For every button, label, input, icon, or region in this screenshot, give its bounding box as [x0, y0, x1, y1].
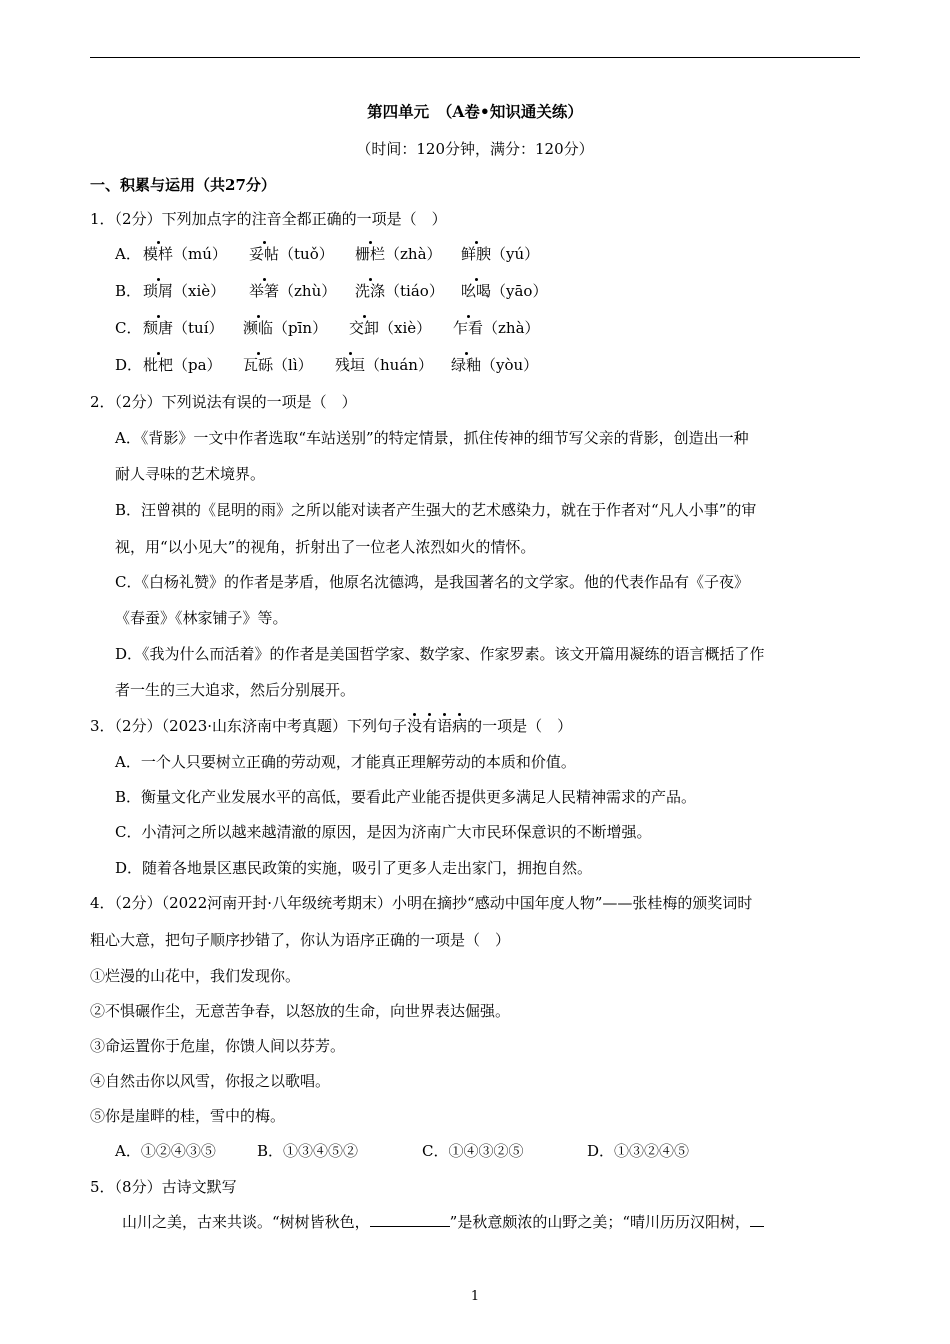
q2-option-d: D．《我为什么而活着》的作者是美国哲学家、数学家、作家罗素。该文开篇用凝练的语言概括了作 — [115, 645, 765, 663]
dotted-char: 举箸 — [249, 282, 280, 300]
q3-option-c: C．小清河之所以越来越清澈的原因，是因为济南广大市民环保意识的不断增强。 — [115, 823, 652, 841]
dotted-char: 瓦砾 — [243, 356, 274, 374]
q5-passage: 山川之美，古来共谈。“树树皆秋色， ”是秋意颇浓的山野之美；“晴川历历汉阳树， — [122, 1212, 764, 1232]
q4-option-c: C．①④③②⑤ — [422, 1142, 524, 1160]
q3-option-d: D．随着各地景区惠民政策的实施，吸引了更多人走出家门，拥抱自然。 — [115, 859, 593, 877]
q4-sentence-3: ③命运置你于危崖，你馈人间以芬芳。 — [90, 1037, 346, 1055]
q2-option-b: B．汪曾祺的《昆明的雨》之所以能对读者产生强大的艺术感染力，就在于作者对“凡人小事”的审 — [115, 501, 757, 519]
q2-option-b-cont: 视，用“以小见大”的视角，折射出了一位老人浓烈如火的情怀。 — [115, 538, 536, 556]
dotted-char: 颓唐 — [143, 319, 174, 337]
dotted-char: 交卸 — [349, 319, 380, 337]
dotted-char: 病 — [452, 717, 468, 735]
page-title: 第四单元 （A卷•知识通关练） — [367, 102, 583, 121]
dotted-char: 绿釉 — [451, 356, 482, 374]
q4-sentence-2: ②不惧碾作尘，无意苦争春，以怒放的生命，向世界表达倔强。 — [90, 1002, 511, 1020]
dotted-char: 洗涤 — [355, 282, 386, 300]
dotted-char: 没 — [407, 717, 423, 735]
q1-option-c: C． 颓唐（tuí） 濒临（pīn） 交卸（xiè） 乍看（zhà） — [115, 319, 540, 337]
q3-option-b: B．衡量文化产业发展水平的高低，要看此产业能否提供更多满足人民精神需求的产品。 — [115, 788, 697, 806]
q4-sentence-5: ⑤你是崖畔的桂，雪中的梅。 — [90, 1107, 286, 1125]
dotted-char: 濒临 — [243, 319, 274, 337]
q4-option-b: B．①③④⑤② — [257, 1142, 359, 1160]
question-4-stem-cont: 粗心大意，把句子顺序抄错了，你认为语序正确的一项是（ ） — [90, 931, 511, 949]
dotted-char: 模样 — [143, 245, 174, 263]
dotted-char: 鲜腴 — [461, 245, 492, 263]
question-3-stem: 3．（2分）（2023·山东济南中考真题）下列句子没有语病的一项是（ ） — [90, 717, 573, 735]
dotted-char: 语 — [437, 717, 453, 735]
q4-sentence-1: ①烂漫的山花中，我们发现你。 — [90, 967, 301, 985]
q4-option-a: A．①②④③⑤ — [115, 1142, 216, 1160]
question-2-stem: 2．（2分）下列说法有误的一项是（ ） — [90, 393, 357, 411]
q1-option-b: B． 琐屑（xiè） 举箸（zhù） 洗涤（tiáo） 吆喝（yāo） — [115, 282, 548, 300]
q2-option-c-cont: 《春蚕》《林家铺子》等。 — [115, 609, 288, 627]
exam-info: （时间：120分钟，满分：120分） — [356, 140, 594, 158]
section-heading: 一、积累与运用（共27分） — [90, 176, 276, 194]
header-rule — [90, 57, 860, 58]
dotted-char: 枇杷 — [143, 356, 174, 374]
q4-options — [115, 1141, 690, 1161]
dotted-char: 妥帖 — [249, 245, 280, 263]
q2-option-c: C．《白杨礼赞》的作者是茅盾，他原名沈德鸿，是我国著名的文学家。他的代表作品有《子夜》 — [115, 573, 749, 591]
answer-blank[interactable] — [750, 1212, 764, 1227]
dotted-char: 有 — [422, 717, 438, 735]
dotted-char: 乍看 — [453, 319, 484, 337]
dotted-char: 吆喝 — [461, 282, 492, 300]
q1-option-a: A． 模样（mú） 妥帖（tuǒ） 栅栏（zhà） 鲜腴（yú） — [115, 245, 540, 263]
page-number: 1 — [470, 1289, 480, 1304]
question-4-stem: 4．（2分）（2022河南开封·八年级统考期末）小明在摘抄“感动中国年度人物”——张桂梅的颁奖词时 — [90, 894, 753, 912]
dotted-char: 栅栏 — [355, 245, 386, 263]
q2-option-a-cont: 耐人寻味的艺术境界。 — [115, 465, 266, 483]
question-1-stem: 1．（2分）下列加点字的注音全都正确的一项是（ ） — [90, 210, 447, 228]
question-5-stem: 5．（8分）古诗文默写 — [90, 1178, 237, 1196]
dotted-char: 琐屑 — [143, 282, 174, 300]
q4-option-d: D．①③②④⑤ — [587, 1142, 690, 1160]
q1-option-d: D． 枇杷（pa） 瓦砾（lì） 残垣（huán） 绿釉（yòu） — [115, 356, 539, 374]
dotted-char: 残垣 — [335, 356, 366, 374]
q2-option-d-cont: 者一生的三大追求，然后分别展开。 — [115, 681, 356, 699]
answer-blank[interactable] — [370, 1212, 450, 1227]
q2-option-a: A．《背影》一文中作者选取“车站送别”的特定情景，抓住传神的细节写父亲的背影，创造出一种 — [115, 429, 749, 447]
q4-sentence-4: ④自然击你以风雪，你报之以歌唱。 — [90, 1072, 331, 1090]
q3-option-a: A．一个人只要树立正确的劳动观，才能真正理解劳动的本质和价值。 — [115, 753, 576, 771]
